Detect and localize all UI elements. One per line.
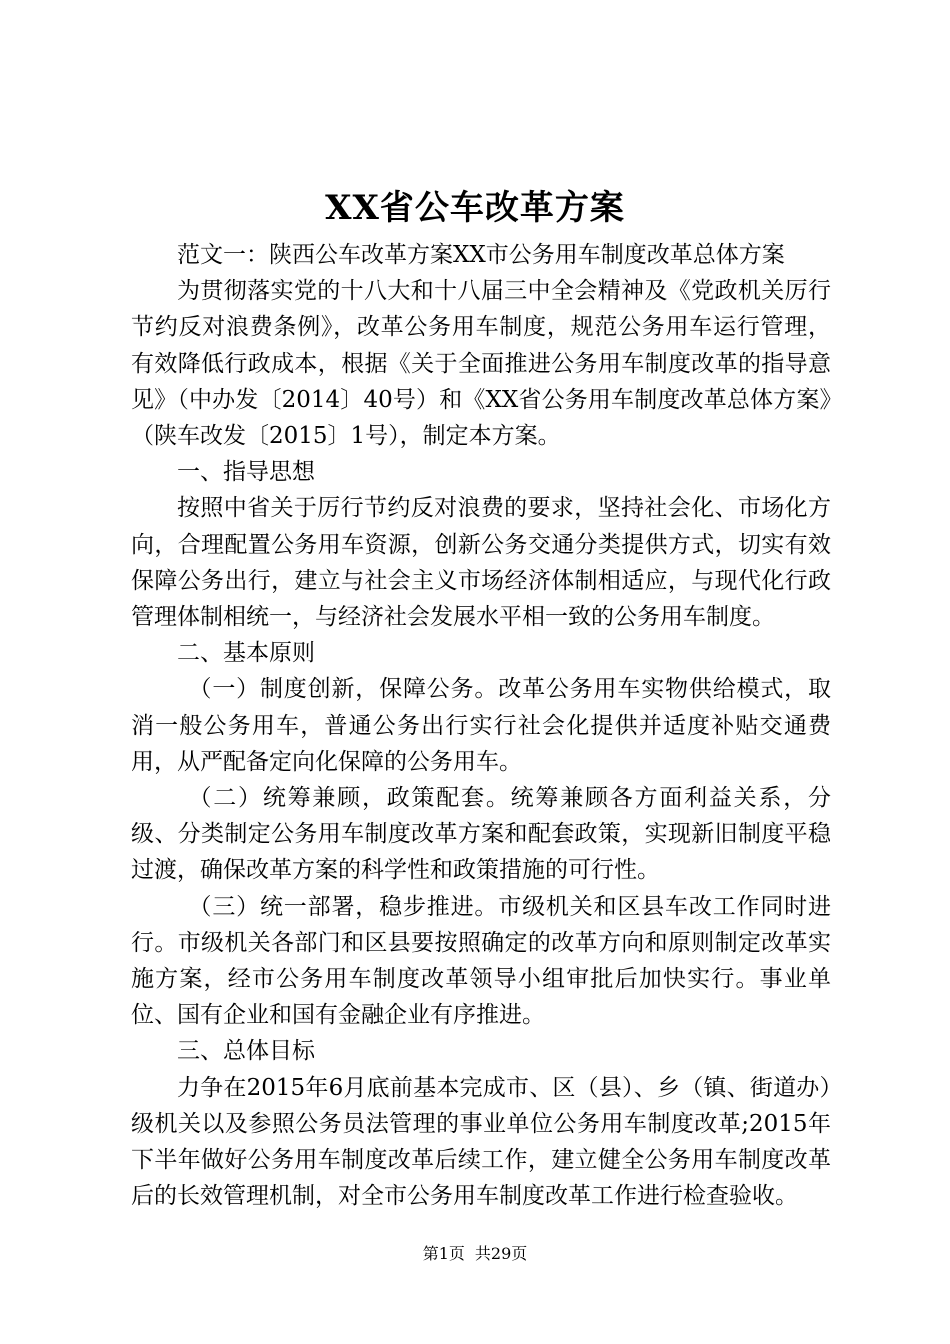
paragraph-preamble: 为贯彻落实党的十八大和十八届三中全会精神及《党政机关厉行节约反对浪费条例》，改革公务用车制度，规范公务用车运行管理，有效降低行政成本，根据《关于全面推进公务用车制度改革的指导意见》（中办发〔2014〕40号）和《XX省公务用车制度改革总体方案》（陕车改发〔2015〕1号），制定本方案。 [131, 278, 831, 450]
page-total: 共29页 [474, 1244, 528, 1263]
paragraph-overall-goals: 力争在2015年6月底前基本完成市、区（县）、乡（镇、街道办）级机关以及参照公务员法管理的事业单位公务用车制度改革;2015年下半年做好公务用车制度改革后续工作，建立健全公务用车制度改革后的长效管理机制，对全市公务用车制度改革工作进行检查验收。 [131, 1074, 831, 1210]
paragraph-principle-1: （一）制度创新，保障公务。改革公务用车实物供给模式，取消一般公务用车，普通公务出行实行社会化提供并适度补贴交通费用，从严配备定向化保障的公务用车。 [131, 676, 831, 775]
paragraph-principle-2: （二）统筹兼顾，政策配套。统筹兼顾各方面利益关系，分级、分类制定公务用车制度改革方案和配套政策，实现新旧制度平稳过渡，确保改革方案的科学性和政策措施的可行性。 [131, 785, 831, 884]
paragraph-principle-3: （三）统一部署，稳步推进。市级机关和区县车改工作同时进行。市级机关各部门和区县要按照确定的改革方向和原则制定改革实施方案，经市公务用车制度改革领导小组审批后加快实行。事业单位、国有企业和国有金融企业有序推进。 [131, 893, 831, 1029]
page-footer [0, 1243, 950, 1265]
document-title: XX省公车改革方案 [325, 188, 625, 228]
paragraph-guiding-ideology: 按照中省关于厉行节约反对浪费的要求，坚持社会化、市场化方向，合理配置公务用车资源，创新公务交通分类提供方式，切实有效保障公务出行，建立与社会主义市场经济体制相适应，与现代化行政管理体制相统一，与经济社会发展水平相一致的公务用车制度。 [131, 495, 831, 631]
section-heading-basic-principles: 二、基本原则 [177, 640, 315, 667]
section-heading-guiding-ideology: 一、指导思想 [177, 459, 315, 486]
section-heading-overall-goals: 三、总体目标 [177, 1038, 315, 1065]
page-number: 第1页 [422, 1244, 465, 1263]
document-body [131, 237, 831, 1214]
paragraph-intro-heading: 范文一：陕西公车改革方案XX市公务用车制度改革总体方案 [177, 242, 785, 268]
